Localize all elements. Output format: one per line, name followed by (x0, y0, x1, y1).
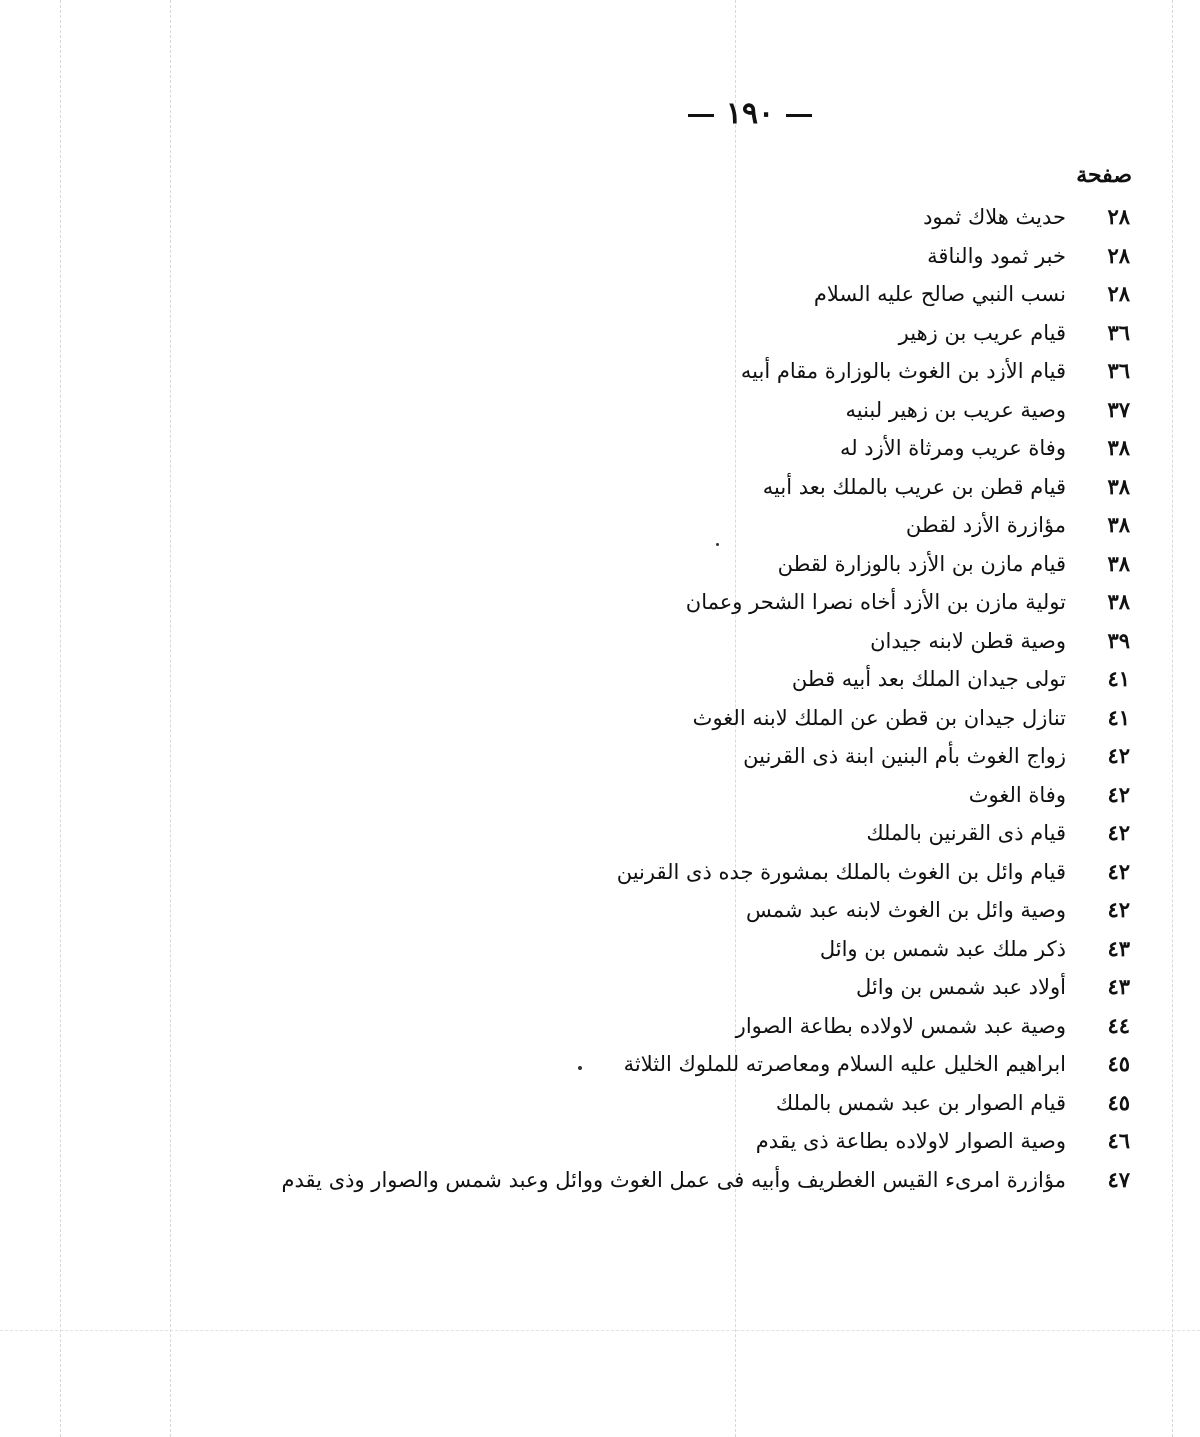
toc-page-number: ٤١ (1107, 666, 1130, 691)
toc-title: تنازل جيدان بن قطن عن الملك لابنه الغوث (692, 705, 1066, 730)
toc-page-number: ٣٧ (1107, 396, 1130, 422)
toc-page-number: ٤٥ (1107, 1051, 1130, 1076)
toc-entry (230, 545, 1130, 584)
toc-title: قيام قطن بن عريب بالملك بعد أبيه (762, 474, 1066, 499)
toc-entry (230, 622, 1130, 661)
toc-page-number: ٣٩ (1107, 627, 1130, 653)
toc-title: وصية الصوار لاولاده بطاعة ذى يقدم (755, 1129, 1066, 1153)
toc-entry (230, 1007, 1130, 1046)
toc-page-number: ٣٦ (1107, 358, 1130, 383)
toc-entry (230, 1084, 1130, 1123)
toc-page-number: ٤٢ (1107, 781, 1130, 807)
toc-page-number: ٣٨ (1107, 589, 1130, 614)
page-number-dash (786, 114, 812, 117)
toc-title: قيام الصوار بن عبد شمس بالملك (775, 1090, 1066, 1115)
toc-entry (230, 776, 1130, 815)
toc-entry (230, 429, 1130, 468)
toc-entry (230, 352, 1130, 391)
toc-title: تولية مازن بن الأزد أخاه نصرا الشحر وعمان (685, 590, 1066, 614)
toc-title: مؤازرة امرىء القيس الغطريف وأبيه فى عمل الغوث ووائل وعبد شمس والصوار وذى يقدم (281, 1167, 1066, 1192)
toc-entry (230, 275, 1130, 314)
toc-page-number: ٤٤ (1107, 1012, 1130, 1038)
toc-title: وصية عريب بن زهير لبنيه (845, 397, 1066, 422)
toc-page-number: ٤٥ (1107, 1089, 1130, 1115)
toc-entry (230, 853, 1130, 892)
toc-title: قيام وائل بن الغوث بالملك بمشورة جده ذى القرنين (616, 859, 1066, 884)
toc-entry (230, 1045, 1130, 1084)
toc-title: قيام عريب بن زهير (898, 320, 1066, 345)
toc-entry (230, 391, 1130, 430)
toc-title: قيام ذى القرنين بالملك (866, 821, 1066, 845)
scan-guide-line (60, 0, 61, 1437)
page-number (0, 96, 1200, 131)
toc-page-number: ٣٨ (1107, 550, 1130, 576)
toc-title: خبر ثمود والناقة (927, 243, 1066, 268)
scan-guide-line (0, 1330, 1200, 1331)
toc-entry (230, 930, 1130, 969)
scan-guide-line (1172, 0, 1173, 1437)
toc-entry (230, 891, 1130, 930)
toc-title: قيام الأزد بن الغوث بالوزارة مقام أبيه (740, 359, 1066, 383)
toc-page-number: ٤٢ (1107, 820, 1130, 845)
toc-page-number: ٤٣ (1107, 935, 1130, 961)
toc-page-number: ٤٣ (1107, 974, 1130, 999)
toc-title: قيام مازن بن الأزد بالوزارة لقطن (777, 551, 1066, 576)
page-number-text: ١٩٠ (725, 96, 775, 131)
toc-entry (230, 1122, 1130, 1161)
toc-entry (230, 814, 1130, 853)
toc-entry (230, 660, 1130, 699)
toc-title: أولاد عبد شمس بن وائل (856, 975, 1066, 999)
toc-entry (230, 1161, 1130, 1199)
toc-title: تولى جيدان الملك بعد أبيه قطن (791, 667, 1066, 691)
toc-title: وفاة عريب ومرثاة الأزد له (839, 436, 1066, 460)
toc-title: وصية عبد شمس لاولاده بطاعة الصوار (735, 1013, 1066, 1038)
toc-title: نسب النبي صالح عليه السلام (813, 282, 1066, 306)
toc-page-number: ٤٦ (1107, 1128, 1130, 1153)
toc-entry (230, 583, 1130, 622)
toc-page-number: ٤٢ (1107, 897, 1130, 922)
toc-title: ابراهيم الخليل عليه السلام ومعاصرته للملوك الثلاثة (623, 1052, 1066, 1076)
page-column-header: صفحة (1076, 162, 1132, 188)
toc-entry (230, 237, 1130, 276)
toc-title: ذكر ملك عبد شمس بن وائل (819, 936, 1066, 961)
toc-entry (230, 968, 1130, 1007)
page-number-dash (688, 114, 714, 117)
toc-page-number: ٤٢ (1107, 858, 1130, 884)
toc-entry (230, 198, 1130, 237)
toc-title: وصية وائل بن الغوث لابنه عبد شمس (746, 898, 1066, 922)
toc-entry (230, 468, 1130, 507)
table-of-contents (230, 198, 1130, 1199)
toc-page-number: ٢٨ (1107, 242, 1130, 268)
toc-page-number: ٤٧ (1107, 1166, 1130, 1192)
toc-page-number: ٢٨ (1107, 281, 1130, 306)
toc-page-number: ٣٨ (1107, 473, 1130, 499)
toc-entry (230, 506, 1130, 545)
toc-page-number: ٣٦ (1107, 319, 1130, 345)
toc-entry (230, 737, 1130, 776)
toc-page-number: ٣٨ (1107, 512, 1130, 537)
toc-page-number: ٢٨ (1107, 204, 1130, 229)
toc-title: وصية قطن لابنه جيدان (870, 628, 1066, 653)
scan-guide-line (170, 0, 171, 1437)
toc-page-number: ٣٨ (1107, 435, 1130, 460)
toc-title: حديث هلاك ثمود (923, 205, 1066, 229)
toc-entry (230, 314, 1130, 353)
toc-title: زواج الغوث بأم البنين ابنة ذى القرنين (743, 744, 1066, 768)
toc-entry (230, 699, 1130, 738)
toc-page-number: ٤٢ (1107, 743, 1130, 768)
toc-title: وفاة الغوث (968, 782, 1066, 807)
toc-title: مؤازرة الأزد لقطن (905, 513, 1066, 537)
toc-page-number: ٤١ (1107, 704, 1130, 730)
